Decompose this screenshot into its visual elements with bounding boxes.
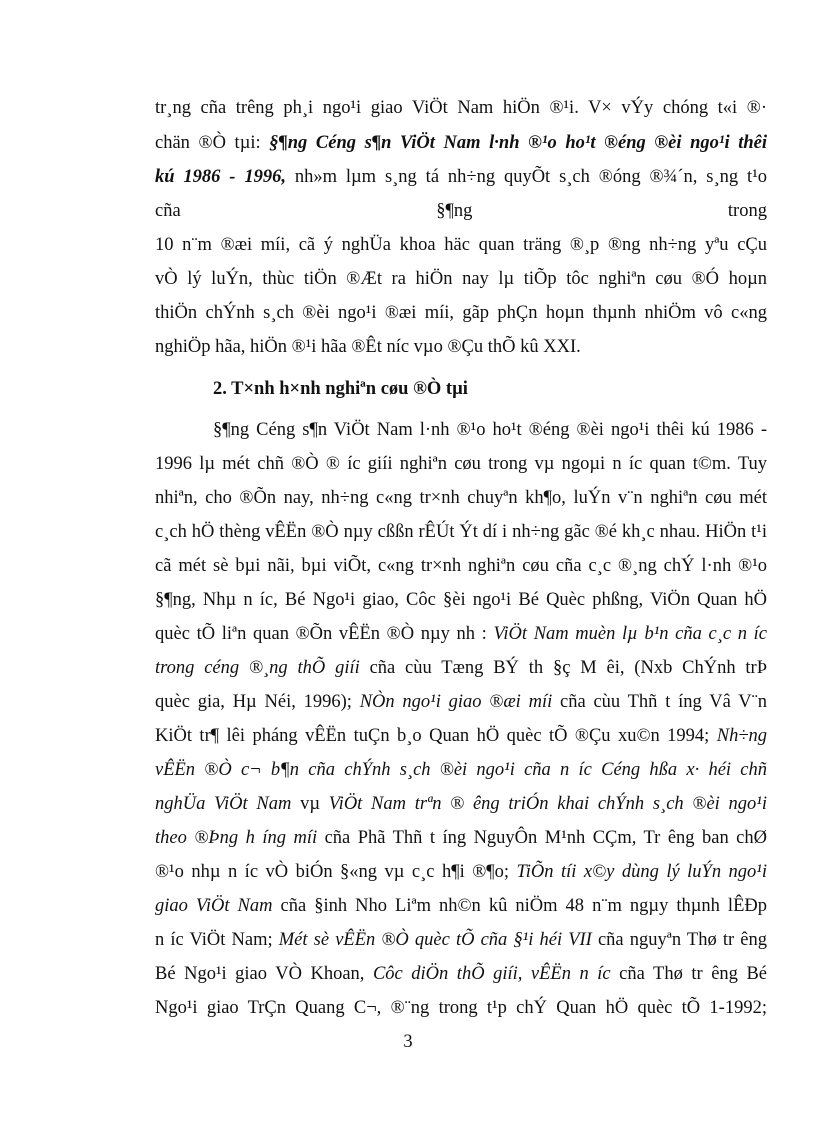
text-run: thiÖn chÝnh s¸ch ®èi ngo¹i ®æi míi, gãp phÇn hoµn thµnh nhiÖm vô c«ng [155, 303, 767, 323]
para2-line-17 [155, 963, 767, 985]
para2-line-16 [155, 929, 767, 951]
text-run: n íc ViÖt Nam; [155, 930, 279, 950]
para2-line-10 [155, 725, 767, 747]
text-run: cña Thø tr êng Bé [610, 964, 767, 984]
para1-line-5 [155, 234, 767, 256]
text-run: ®¹o nhµ n íc vÒ biÓn §«ng vµ c¸c h¶i ®¶o; [155, 862, 517, 882]
book-title: trong céng ®¸ng thÕ giíi [155, 658, 360, 678]
para2-line-7 [155, 623, 767, 645]
para1-line-7 [155, 302, 767, 324]
text-run: cña cùu Tæng BÝ th §ç M êi, (Nxb ChÝnh trÞ [359, 658, 767, 678]
book-title: TiÕn tíi x©y dùng lý luÝn ngo¹i [516, 862, 767, 882]
para1-line-6 [155, 268, 767, 290]
emphasis-run: kú 1986 - 1996, [155, 167, 286, 187]
text-run: quèc gia, Hµ Néi, 1996); [155, 692, 360, 712]
para2-line-4 [155, 521, 767, 543]
para2-line-8 [155, 657, 767, 679]
para2-line-15 [155, 895, 767, 917]
book-title: ViÖt Nam trªn ® êng triÓn khai chÝnh s¸ch ®èi ngo¹i [328, 794, 767, 814]
text-run: vµ [291, 794, 329, 814]
para2-line-1 [213, 419, 767, 441]
para1-line-2 [155, 132, 767, 154]
section-heading: 2. T×nh h×nh nghiªn cøu ®Ò tµi [213, 379, 468, 399]
text-run: §¶ng Céng s¶n ViÖt Nam l·nh ®¹o ho¹t ®éng ®èi ngo¹i thêi kú 1986 - [213, 420, 767, 440]
book-title: Mét sè vÊËn ®Ò quèc tÕ cña §¹i héi VII [278, 930, 592, 950]
para2-line-9 [155, 691, 767, 713]
text-run: tr¸ng cña trêng ph¸i ngo¹i giao ViÖt Nam hiÖn ®¹i. V× vÝy chóng t«i ®· [155, 98, 767, 118]
text-run: chän ®Ò tµi: [155, 133, 270, 153]
text-run: 10 n¨m ®æi míi, cã ý nghÜa khoa häc quan träng ®¸p ®ng nh÷ng yªu cÇu [155, 235, 767, 255]
text-run: Bé Ngo¹i giao VÒ Khoan, [155, 964, 373, 984]
text-run: nh»m lµm s¸ng tá nh÷ng quyÕt s¸ch ®óng ®¾´n, s¸ng t¹o [285, 167, 767, 187]
para1-line-8 [155, 336, 767, 358]
para2-line-18 [155, 997, 767, 1019]
text-run: cña §inh Nho Liªm nh©n kû niÖm 48 n¨m ngµy thµnh lÊÐp [272, 896, 767, 916]
para2-line-2 [155, 453, 767, 475]
para1-line-4 [155, 200, 767, 222]
emphasis-run: §¶ng Céng s¶n ViÖt Nam l·nh ®¹o ho¹t ®éng ®èi ngo¹i thêi [269, 133, 768, 153]
para1-line-3 [155, 166, 767, 188]
book-title: Côc diÖn thÕ giíi, vÊËn n íc [372, 964, 611, 984]
book-title: vÊËn ®Ò c¬ b¶n cña chÝnh s¸ch ®èi ngo¹i cña n íc Céng hßa x· héi chñ [155, 760, 767, 780]
para2-line-14 [155, 861, 767, 883]
text-run: KiÖt tr¶ lêi pháng vÊËn tuÇn b¸o Quan hÖ quèc tÕ ®Çu xu©n 1994; [155, 726, 717, 746]
para2-line-12 [155, 793, 767, 815]
para1-line-1 [155, 97, 767, 119]
para2-line-13 [155, 827, 767, 849]
text-run: c¸ch hÖ thèng vÊËn ®Ò nµy cßßn rÊÚt Ýt dí i nh÷ng gãc ®é kh¸c nhau. HiÖn t¹i [155, 522, 767, 542]
page-number: 3 [403, 1032, 413, 1052]
text-run: vÒ lý luÝn, thùc tiÖn ®Æt ra hiÖn nay lµ tiÕp tôc nghiªn cøu ®Ó hoµn [155, 269, 767, 289]
text-run: 1996 lµ mét chñ ®Ò ® íc giíi nghiªn cøu trong vµ ngoµi n íc quan t©m. Tuy [155, 454, 767, 474]
book-title: theo ®Þng h íng míi [155, 828, 318, 848]
text-run: nghiÖp hãa, hiÖn ®¹i hãa ®Êt níc vµo ®Çu thÕ kû XXI. [155, 337, 581, 357]
text-run: quèc tÕ liªn quan ®Õn vÊËn ®Ò nµy nh : [155, 624, 494, 644]
text-run: cã mét sè bµi nãi, bµi viÕt, c«ng tr×nh nghiªn cøu cña c¸c ®¸ng chÝ l·nh ®¹o [155, 556, 767, 576]
book-title: ViÖt Nam muèn lµ b¹n cña c¸c n íc [493, 624, 767, 644]
text-run: cña cùu Thñ t íng Vâ V¨n [552, 692, 767, 712]
book-title: giao ViÖt Nam [155, 896, 273, 916]
word: cña [155, 201, 181, 221]
para2-line-3 [155, 487, 767, 509]
para2-line-5 [155, 555, 767, 577]
book-title: nghÜa ViÖt Nam [155, 794, 292, 814]
text-run: cña Phã Thñ t íng NguyÔn M¹nh CÇm, Tr êng ban chØ [317, 828, 767, 848]
text-run: nhiªn, cho ®Õn nay, nh÷ng c«ng tr×nh chuyªn kh¶o, luÝn v¨n nghiªn cøu mét [155, 488, 767, 508]
text-run: §¶ng, Nhµ n íc, Bé Ngo¹i giao, Côc §èi ngo¹i Bé Quèc phßng, ViÖn Quan hÖ [155, 590, 767, 610]
word: §¶ng [436, 201, 473, 221]
book-title: Nh÷ng [716, 726, 767, 746]
para2-line-11 [155, 759, 767, 781]
text-run: cña nguyªn Thø tr êng [591, 930, 767, 950]
book-title: NÒn ngo¹i giao ®æi míi [359, 692, 553, 712]
text-run: Ngo¹i giao TrÇn Quang C¬, ®¨ng trong t¹p chÝ Quan hÖ quèc tÕ 1-1992; [155, 998, 767, 1018]
para2-line-6 [155, 589, 767, 611]
word: trong [727, 201, 767, 221]
